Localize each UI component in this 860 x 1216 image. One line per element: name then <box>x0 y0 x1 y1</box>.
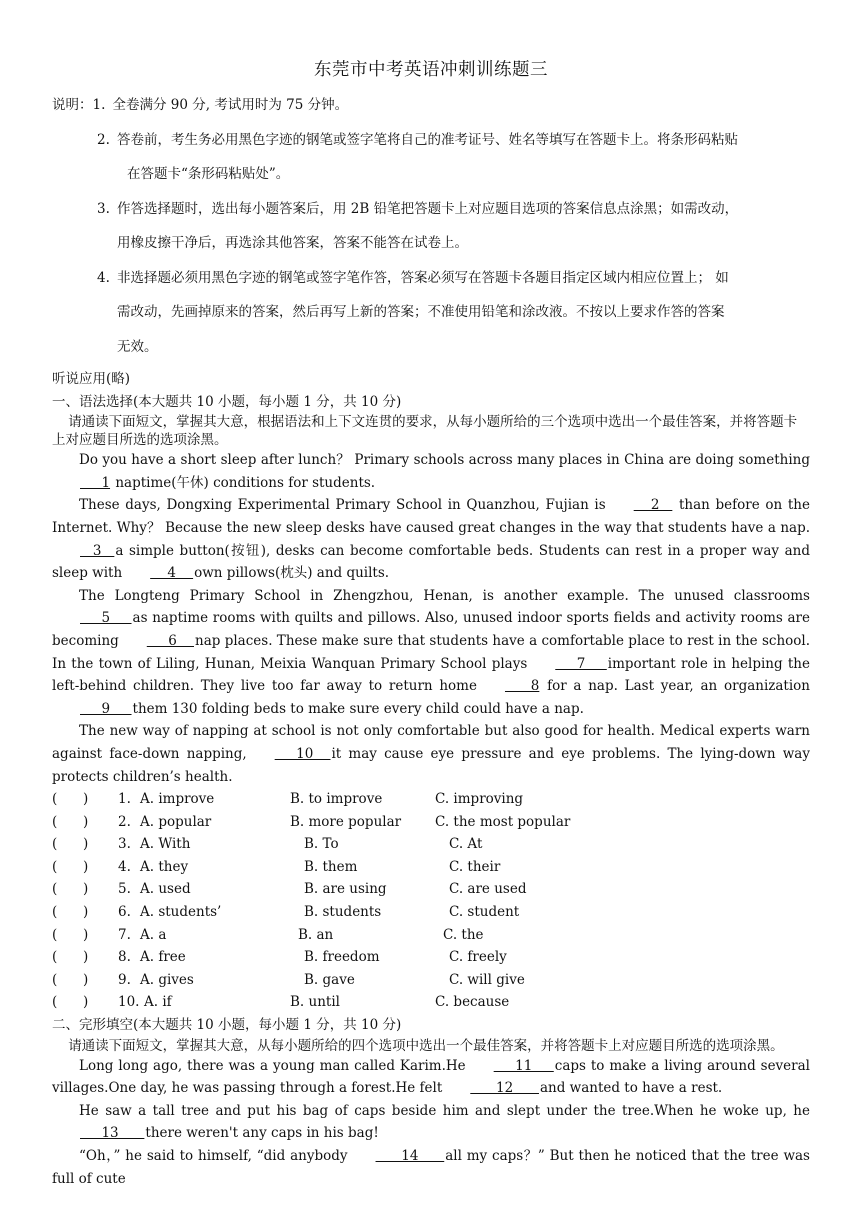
blank-9: 9 <box>80 700 132 717</box>
blank-14: 14 <box>375 1148 445 1164</box>
option-b[interactable]: B. freedom <box>304 949 380 966</box>
option-a[interactable]: A. popular <box>140 813 212 830</box>
note-4-line1: 非选择题必须用黑色字迹的钢笔或签字笔作答，答案必须写在答题卡各题目指定区域内相应位置上； 如 <box>117 269 729 286</box>
blank-6: 6 <box>146 632 194 649</box>
note-4-num: 4. <box>97 269 110 286</box>
answer-paren[interactable]: ( ) <box>52 791 89 808</box>
option-a[interactable]: A. if <box>144 994 172 1011</box>
option-a[interactable]: A. used <box>140 881 191 898</box>
passage2-paragraph: He saw a tall tree and put his bag of caps beside him and slept under the tree.When he woke up, he 13 there weren't any caps in his bag! <box>52 1100 810 1145</box>
option-c[interactable]: C. their <box>449 858 501 875</box>
blank-12: 12 <box>470 1080 539 1097</box>
note-2-line2: 在答题卡“条形码粘贴处”。 <box>127 166 290 182</box>
question-row: ( ) 8. A. free B. freedom C. freely <box>52 946 810 969</box>
note-1-num: 1. <box>92 97 106 113</box>
question-row: ( ) 4. A. they B. them C. their <box>52 856 810 879</box>
note-2-num: 2. <box>97 131 110 148</box>
answer-paren[interactable]: ( ) <box>52 813 89 830</box>
option-b[interactable]: B. to improve <box>290 791 383 808</box>
note-4-line3: 无效。 <box>117 338 158 355</box>
question-row: ( ) 5. A. used B. are using C. are used <box>52 878 810 901</box>
blank-8: 8 <box>504 678 540 695</box>
option-c[interactable]: C. because <box>435 994 510 1011</box>
note-3 <box>97 198 810 255</box>
question-row: ( ) 6. A. students’ B. students C. student <box>52 901 810 924</box>
question-list <box>52 788 810 1014</box>
notes-label: 说明： <box>52 97 93 113</box>
option-a[interactable]: A. a <box>140 926 167 943</box>
blank-2: 2 <box>633 497 673 514</box>
exam-page <box>52 58 810 1190</box>
section2-heading: 二、完形填空(本大题共 10 小题，每小题 1 分，共 10 分) <box>52 1017 402 1034</box>
note-2-line1: 答卷前，考生务必用黑色字迹的钢笔或签字笔将自己的准考证号、姓名等填写在答题卡上。将条形码粘贴 <box>117 131 738 148</box>
question-row: ( ) 7. A. a B. an C. the <box>52 924 810 947</box>
option-b[interactable]: B. To <box>304 836 339 853</box>
option-c[interactable]: C. the most popular <box>435 813 571 830</box>
answer-paren[interactable]: ( ) <box>52 971 89 988</box>
option-a[interactable]: A. gives <box>140 971 194 988</box>
option-c[interactable]: C. improving <box>435 791 524 808</box>
passage2-paragraph: “Oh，” he said to himself, “did anybody 14 all my caps？” But then he noticed that the tree was full of cute <box>52 1145 810 1190</box>
question-row: ( ) 3. A. With B. To C. At <box>52 833 810 856</box>
option-b[interactable]: B. an <box>298 926 334 943</box>
option-a[interactable]: A. they <box>140 858 189 875</box>
answer-paren[interactable]: ( ) <box>52 858 89 875</box>
option-c[interactable]: C. student <box>449 904 520 921</box>
option-b[interactable]: B. are using <box>304 881 387 898</box>
answer-paren[interactable]: ( ) <box>52 994 89 1011</box>
passage1-paragraph: These days, Dongxing Experimental Primary School in Quanzhou, Fujian is 2 than before on the Internet. Why？ Because the new sleep desks have caused great changes in the way that students have a nap. 3 a simple button(按钮), desks can become comfortable beds. Students can rest in a proper way and sleep with 4 own pillows(枕头) and quilts. <box>52 494 810 584</box>
blank-4: 4 <box>150 565 194 582</box>
question-row: ( ) 9. A. gives B. gave C. will give <box>52 969 810 992</box>
note-3-num: 3. <box>97 200 110 217</box>
option-c[interactable]: C. freely <box>449 949 507 966</box>
passage1-paragraph: The new way of napping at school is not only comfortable but also good for health. Medical experts warn against face-down napping, 10 it may cause eye pressure and eye problems. The lying-down way protects children’s health. <box>52 723 810 785</box>
answer-paren[interactable]: ( ) <box>52 949 89 966</box>
option-c[interactable]: C. will give <box>449 971 525 988</box>
note-4-line2: 需改动，先画掉原来的答案，然后再写上新的答案；不准使用铅笔和涂改液。不按以上要求作答的答案 <box>117 304 725 320</box>
blank-13: 13 <box>80 1125 145 1142</box>
instructions <box>52 94 810 358</box>
option-b[interactable]: B. them <box>304 858 358 875</box>
answer-paren[interactable]: ( ) <box>52 904 89 921</box>
blank-7: 7 <box>555 655 607 672</box>
blank-5: 5 <box>80 610 132 627</box>
option-a[interactable]: A. improve <box>140 791 215 808</box>
option-b[interactable]: B. more popular <box>290 813 402 830</box>
blank-3: 3 <box>80 542 115 559</box>
passage1-paragraph: Do you have a short sleep after lunch？ Primary schools across many places in China are doing something 1 naptime(午休) conditions for students. <box>52 449 810 494</box>
option-c[interactable]: C. the <box>443 926 484 943</box>
passage2-paragraph: Long long ago, there was a young man called Karim.He 11 caps to make a living around several villages.One day, he was passing through a forest.He felt 12 and wanted to have a rest. <box>52 1055 810 1100</box>
section2-instructions: 请通读下面短文，掌握其大意，从每小题所给的四个选项中选出一个最佳答案，并将答题卡上对应题目所选的选项涂黑。 <box>68 1037 784 1054</box>
blank-11: 11 <box>493 1057 554 1074</box>
option-b[interactable]: B. until <box>290 994 340 1011</box>
answer-paren[interactable]: ( ) <box>52 836 89 853</box>
option-a[interactable]: A. students’ <box>140 904 222 921</box>
question-row: ( ) 2. A. popular B. more popular C. the most popular <box>52 811 810 834</box>
blank-10: 10 <box>274 745 331 762</box>
note-1-text: 全卷满分 90 分, 考试用时为 75 分钟。 <box>112 97 349 113</box>
note-2 <box>97 129 810 186</box>
note-4 <box>97 267 810 359</box>
section1-instructions: 请通读下面短文，掌握其大意，根据语法和上下文连贯的要求，从每小题所给的三个选项中选出一个最佳答案，并将答题卡上对应题目所选的选项涂黑。 <box>52 414 798 449</box>
section1-heading: 一、语法选择(本大题共 10 小题，每小题 1 分，共 10 分) <box>52 393 402 410</box>
option-c[interactable]: C. At <box>449 836 483 853</box>
passage1-paragraph: The Longteng Primary School in Zhengzhou, Henan, is another example. The unused classrooms 5 as naptime rooms with quilts and pillows. Also, unused indoor sports fields and activity rooms are becoming 6 nap places. These make sure that students have a comfortable place to rest in the school. In the town of Liling, Hunan, Meixia Wanquan Primary School plays 7 important role in helping the left-behind children. They live too far away to return home 8 for a nap. Last year, an organization 9 them 130 folding beds to make sure every child could have a nap. <box>52 585 810 721</box>
option-b[interactable]: B. gave <box>304 971 355 988</box>
option-b[interactable]: B. students <box>304 904 382 921</box>
answer-paren[interactable]: ( ) <box>52 881 89 898</box>
question-row: ( ) 1. A. improve B. to improve C. improving <box>52 788 810 811</box>
answer-paren[interactable]: ( ) <box>52 926 89 943</box>
listening-note: 听说应用(略) <box>52 371 131 387</box>
option-a[interactable]: A. With <box>140 836 191 853</box>
blank-1: 1 <box>80 474 111 491</box>
note-3-line2: 用橡皮擦干净后，再选涂其他答案，答案不能答在试卷上。 <box>117 235 468 251</box>
option-a[interactable]: A. free <box>140 949 186 966</box>
question-row: ( ) 10. A. if B. until C. because <box>52 991 810 1014</box>
page-title: 东莞市中考英语冲刺训练题三 <box>314 60 548 80</box>
option-c[interactable]: C. are used <box>449 881 527 898</box>
note-3-line1: 作答选择题时，选出每小题答案后，用 2B 铅笔把答题卡上对应题目选项的答案信息点涂黑；如需改动， <box>117 200 739 217</box>
